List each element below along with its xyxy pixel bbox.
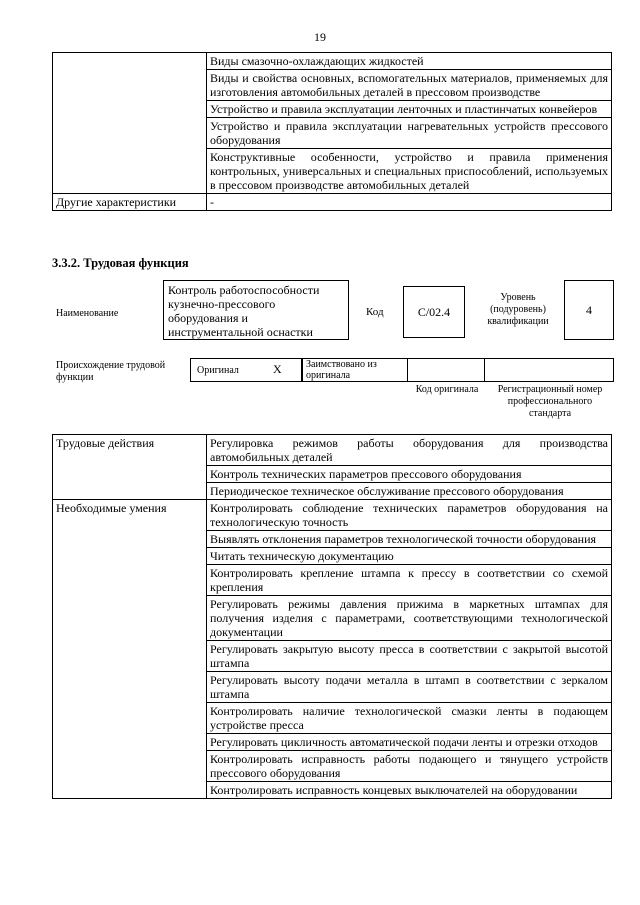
table-cell: Регулировать цикличность автоматической подачи ленты и отрезки отходов — [207, 734, 612, 751]
row-label-cell — [53, 53, 207, 194]
page-number: 19 — [314, 30, 326, 44]
code-label: Код — [366, 306, 384, 318]
code-value: C/02.4 — [417, 305, 451, 319]
borrowed-label: Заимствовано из оригинала — [306, 359, 377, 381]
reg-number-box — [484, 358, 614, 382]
table-cell: - — [207, 194, 612, 211]
table-cell: Периодическое техническое обслуживание прессового оборудования — [207, 483, 612, 500]
table-cell: Устройство и правила эксплуатации ленточных и пластинчатых конвейеров — [207, 101, 612, 118]
table-row — [53, 53, 612, 70]
table-cell: Выявлять отклонения параметров технологической точности оборудования — [207, 531, 612, 548]
table-cell: Регулировать высоту подачи металла в штамп в соответствии с зеркалом штампа — [207, 672, 612, 703]
level-value: 4 — [586, 303, 592, 317]
level-label: Уровень (подуровень) квалификации — [487, 292, 549, 327]
table-cell: Контроль технических параметров прессового оборудования — [207, 466, 612, 483]
table-row — [53, 435, 612, 466]
origin-label: Происхождение трудовой функции — [56, 360, 166, 383]
function-name-box — [163, 280, 349, 340]
table-cell: Контролировать крепление штампа к прессу в соответствии со схемой крепления — [207, 565, 612, 596]
section-heading: 3.3.2. Трудовая функция — [52, 256, 189, 270]
original-mark: X — [273, 362, 282, 376]
top-knowledge-table — [52, 52, 612, 211]
code-caption: Код оригинала — [415, 384, 479, 395]
original-label: Оригинал — [197, 365, 239, 376]
table-cell: Регулировка режимов работы оборудования для производства автомобильных деталей — [207, 435, 612, 466]
work-function-table — [52, 434, 612, 799]
table-cell: Устройство и правила эксплуатации нагревательных устройств прессового оборудования — [207, 118, 612, 149]
code-box — [403, 286, 465, 338]
name-label: Наименование — [56, 308, 119, 319]
table-cell: Контролировать исправность работы подающего и тянущего устройств прессового оборудования — [207, 751, 612, 782]
row-label-cell: Трудовые действия — [53, 435, 207, 500]
table-cell: Регулировать режимы давления прижима в маркетных штампах для получения изделия с параметрами, соответствующими технологической документации — [207, 596, 612, 641]
original-code-box — [407, 358, 485, 382]
table-cell: Виды смазочно-охлаждающих жидкостей — [207, 53, 612, 70]
table-row — [53, 194, 612, 211]
original-box — [190, 358, 302, 382]
table-cell: Виды и свойства основных, вспомогательных материалов, применяемых для изготовления автомобильных деталей в прессовом производстве — [207, 70, 612, 101]
reg-caption: Регистрационный номер профессионального стандарта — [497, 384, 603, 419]
borrowed-box — [302, 358, 408, 382]
function-name: Контроль работоспособности кузнечно-прессового оборудования и инструментальной оснастки — [168, 283, 320, 339]
table-row — [53, 500, 612, 531]
level-box — [564, 280, 614, 340]
table-cell: Контролировать наличие технологической смазки ленты в подающем устройстве пресса — [207, 703, 612, 734]
table-cell: Контролировать исправность концевых выключателей на оборудовании — [207, 782, 612, 799]
table-cell: Конструктивные особенности, устройство и правила применения контрольных, универсальных и специальных приспособлений, используемых в прессовом производстве автомобильных деталей — [207, 149, 612, 194]
row-label-cell: Необходимые умения — [53, 500, 207, 799]
table-cell: Регулировать закрытую высоту пресса в соответствии с закрытой высотой штампа — [207, 641, 612, 672]
row-label-cell: Другие характеристики — [53, 194, 207, 211]
table-cell: Читать техническую документацию — [207, 548, 612, 565]
table-cell: Контролировать соблюдение технических параметров оборудования на технологическую точность — [207, 500, 612, 531]
